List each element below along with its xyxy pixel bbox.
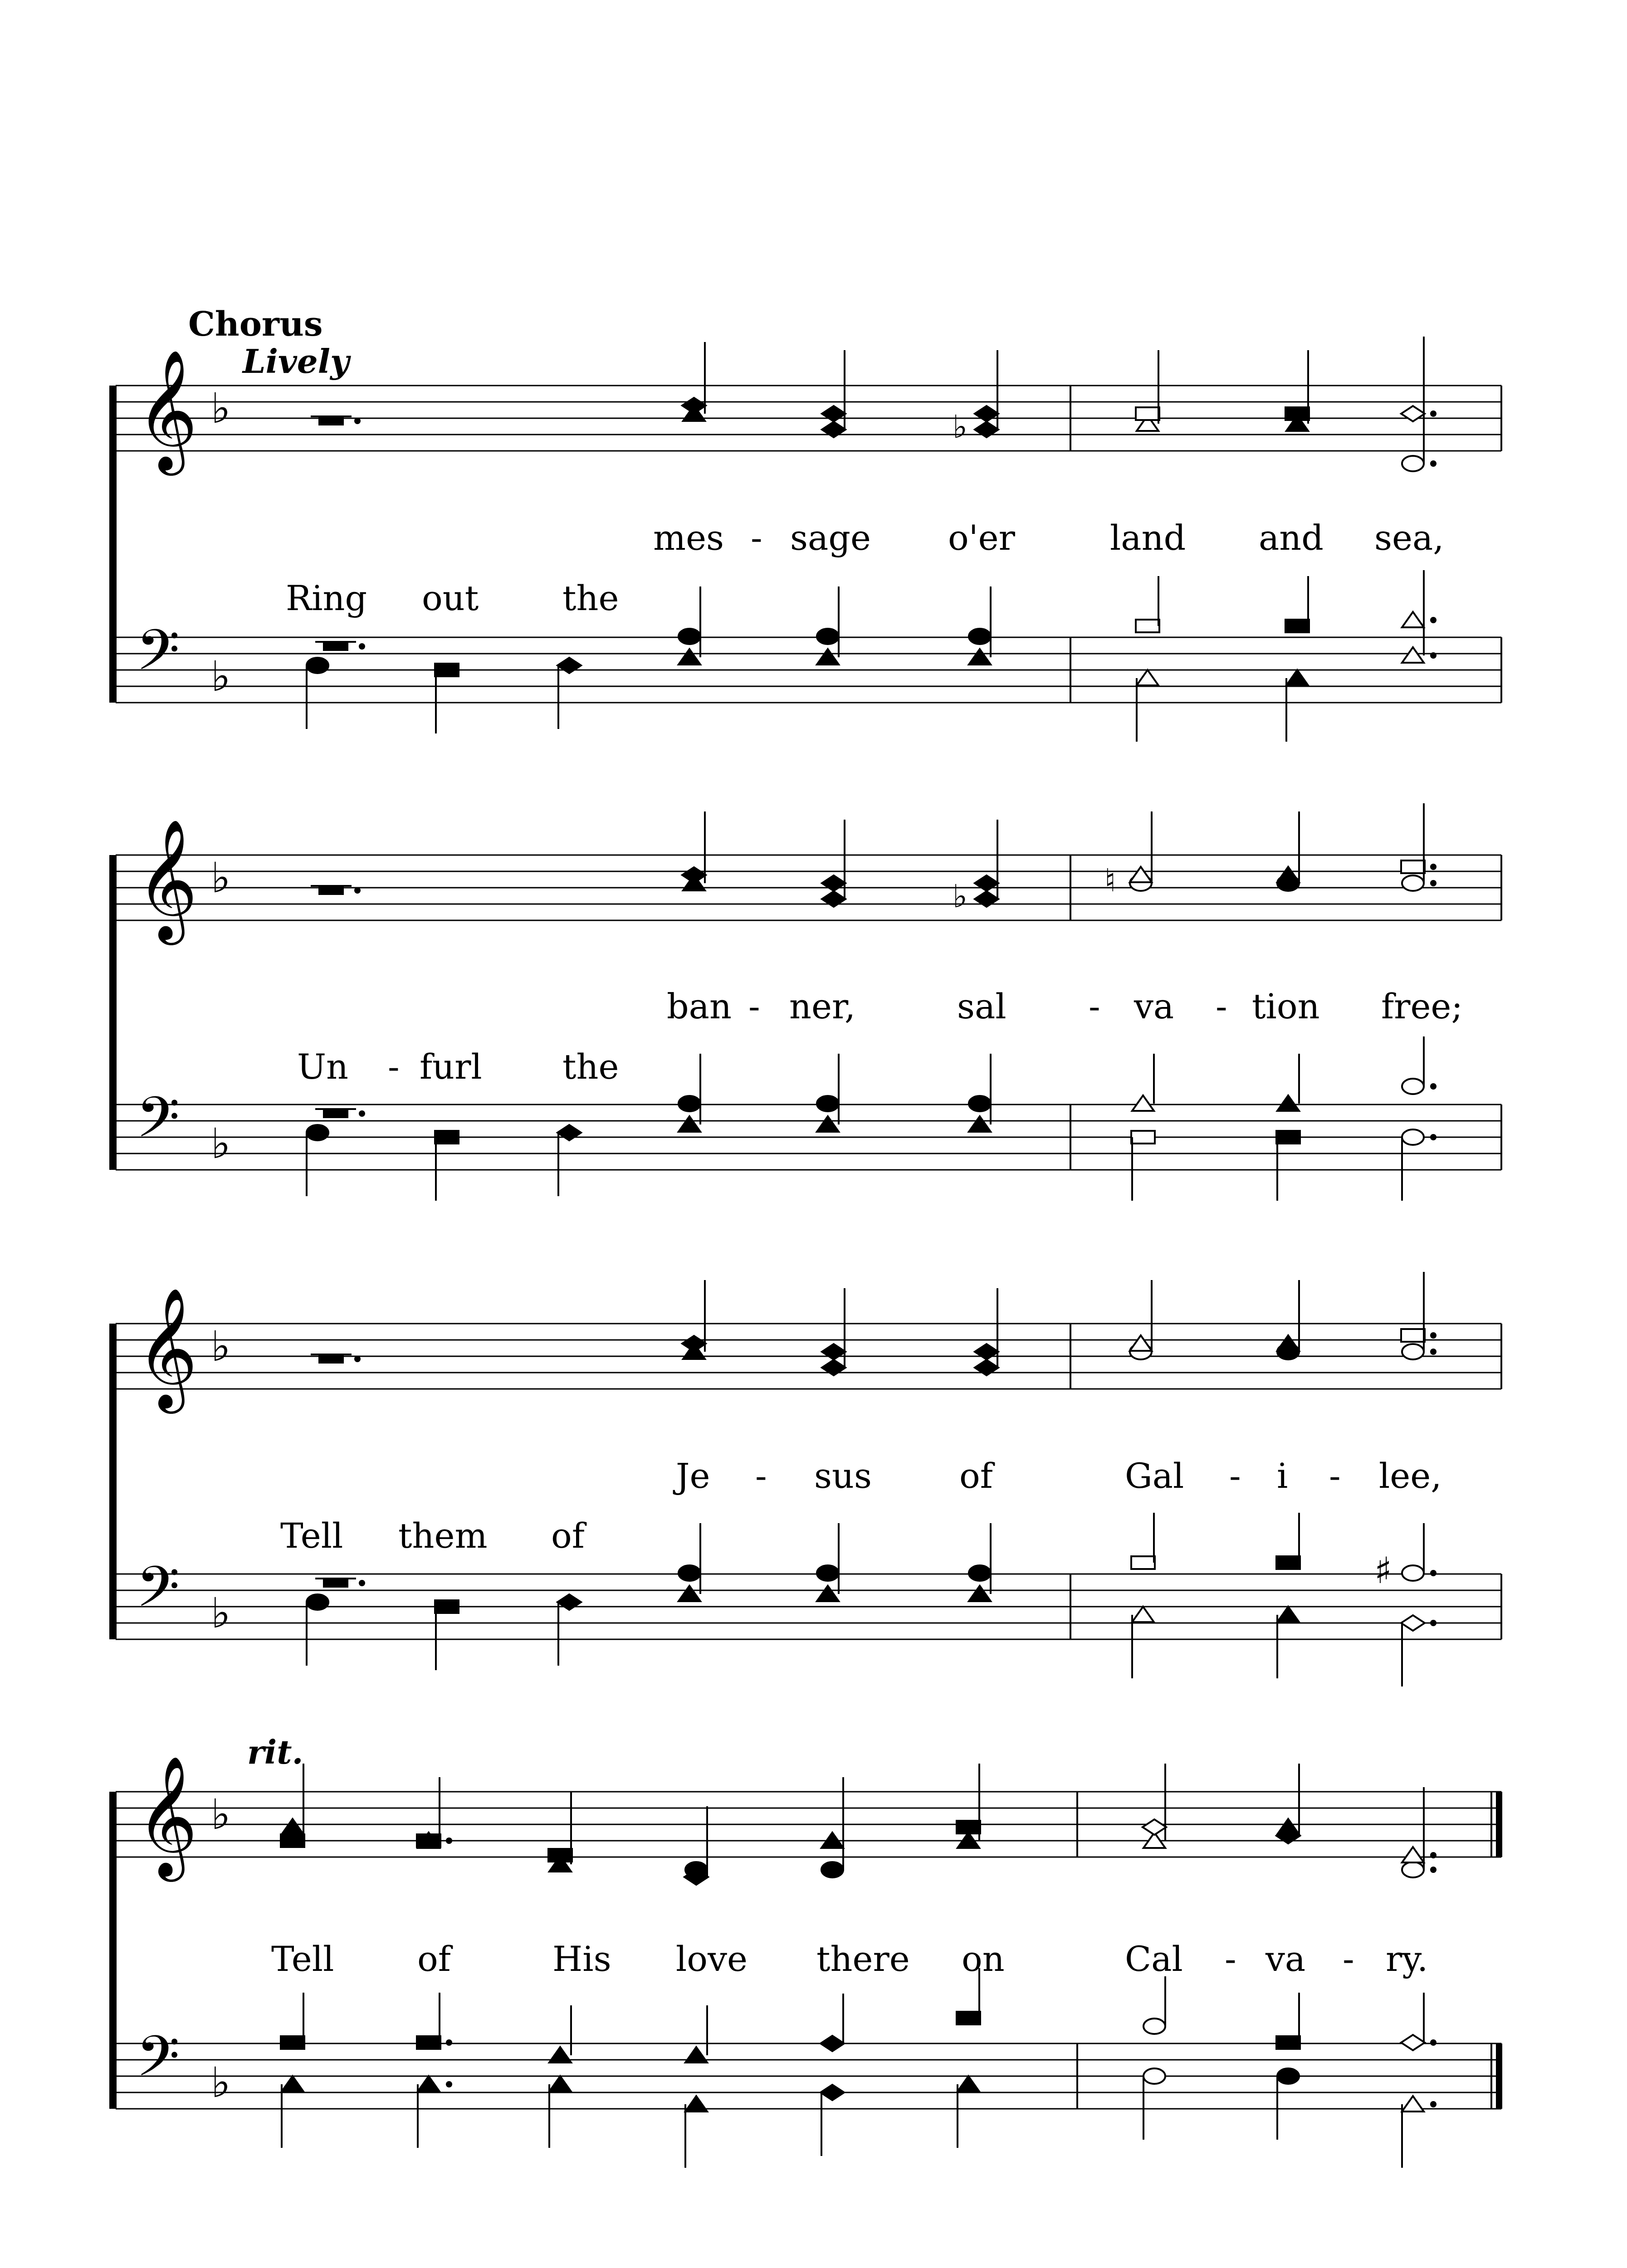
- system-2-upper-lyrics: [667, 986, 1463, 1026]
- treble-clef-icon: 𝄞: [136, 349, 198, 470]
- note-head: [1401, 860, 1425, 873]
- note-head: [435, 664, 459, 676]
- note-head: [685, 2096, 707, 2112]
- lyric-syllable: sus: [814, 1456, 872, 1496]
- bass-chord: [821, 1994, 844, 2156]
- augmentation-dot: [1430, 1570, 1436, 1576]
- bass-chord: [435, 1131, 459, 1201]
- final-barline-thick: [1496, 1792, 1502, 1857]
- treble-chord: [957, 1764, 980, 1848]
- flat-icon: ♭: [953, 408, 968, 445]
- lyric-hyphen: -: [1089, 986, 1100, 1026]
- treble-clef-icon: 𝄞: [136, 1287, 198, 1408]
- note-head: [1143, 2019, 1165, 2034]
- treble-chord: [1130, 1280, 1152, 1359]
- treble-chord: [1285, 350, 1309, 431]
- note-head: [1402, 612, 1424, 627]
- treble-chord: [822, 1288, 845, 1375]
- lyric-hyphen: -: [1216, 986, 1227, 1026]
- lyric-syllable: tion: [1252, 986, 1320, 1026]
- note-head: [821, 1862, 843, 1877]
- final-barline-thick: [1496, 2043, 1502, 2109]
- lyric-syllable: va: [1134, 986, 1174, 1026]
- note-head: [281, 1834, 304, 1847]
- treble-chord: [417, 1777, 452, 1848]
- rest-block: [323, 1109, 348, 1118]
- lyric-hyphen: -: [1343, 1939, 1354, 1979]
- bass-chord: [969, 587, 991, 665]
- bass-chord: [1131, 1054, 1155, 1201]
- system-3-lower-lyrics: [280, 1515, 587, 1556]
- rest-block: [318, 416, 344, 425]
- lyric-syllable: Un: [297, 1046, 348, 1087]
- treble-clef-icon: 𝄞: [136, 819, 198, 940]
- note-head: [1401, 406, 1425, 421]
- bass-chord: [679, 1523, 700, 1601]
- note-head: [1402, 1862, 1424, 1877]
- whole-rest: [315, 642, 365, 651]
- lyric-syllable: lee,: [1379, 1456, 1442, 1496]
- bass-chord: [1276, 1513, 1300, 1678]
- note-head: [969, 1586, 991, 1601]
- flat-icon: ♭: [211, 854, 231, 902]
- bass-chord: [557, 1594, 581, 1666]
- augmentation-dot: [1430, 411, 1436, 417]
- note-head: [679, 1116, 700, 1132]
- bass-chord: [1131, 1513, 1155, 1678]
- note-head: [975, 1344, 998, 1359]
- augmentation-dot: [1430, 1083, 1436, 1090]
- note-head: [1131, 1556, 1155, 1569]
- note-head: [1277, 1335, 1299, 1351]
- augmentation-dot: [446, 2039, 452, 2046]
- lyric-syllable: on: [962, 1939, 1005, 1979]
- note-head: [969, 629, 991, 644]
- rit-marking: rit.: [247, 1733, 303, 1771]
- note-head: [1401, 1329, 1425, 1342]
- note-head: [1276, 2036, 1300, 2049]
- bass-chord: [817, 1523, 839, 1601]
- rest-block: [323, 642, 348, 651]
- note-head: [1132, 1095, 1154, 1111]
- treble-chord: [822, 820, 845, 907]
- treble-chord: [822, 350, 845, 437]
- flat-icon: ♭: [211, 1322, 231, 1371]
- bass-chord: [679, 587, 700, 665]
- lyric-syllable: the: [562, 1046, 619, 1087]
- note-head: [281, 2036, 304, 2049]
- note-head: [1402, 1565, 1424, 1581]
- lyric-syllable: Ring: [286, 578, 367, 618]
- note-head: [307, 1594, 328, 1610]
- augmentation-dot: [1430, 1867, 1436, 1873]
- note-head: [557, 1125, 581, 1140]
- augmentation-dot: [1430, 2039, 1436, 2046]
- bass-chord: [957, 1968, 980, 2148]
- lyric-hyphen: -: [1229, 1456, 1241, 1496]
- note-head: [307, 1125, 328, 1140]
- note-head: [1402, 875, 1424, 891]
- bass-clef-icon: 𝄢: [136, 618, 180, 697]
- bass-chord: [307, 658, 328, 729]
- note-head: [1277, 1607, 1299, 1622]
- augmentation-dot: [1430, 1332, 1436, 1339]
- note-head: [435, 1131, 459, 1144]
- note-head: [679, 629, 700, 644]
- note-head: [1136, 620, 1159, 632]
- chorus-label: Chorus: [188, 305, 323, 344]
- note-head: [817, 1116, 839, 1132]
- treble-chord: [975, 350, 998, 437]
- bass-chord: [435, 1600, 459, 1670]
- bass-chord: [1402, 570, 1436, 663]
- bass-chord: [969, 1054, 991, 1132]
- note-head: [1277, 1819, 1299, 1834]
- augmentation-dot: [1430, 864, 1436, 870]
- system-4: [109, 1755, 1502, 2109]
- note-head: [822, 1344, 845, 1359]
- note-head: [417, 2036, 440, 2049]
- note-head: [1285, 407, 1309, 420]
- flat-icon: ♭: [211, 1790, 231, 1839]
- lyric-syllable: Tell: [271, 1939, 334, 1979]
- note-head: [679, 1565, 700, 1581]
- lyric-syllable: sage: [790, 518, 871, 558]
- lyric-syllable: i: [1277, 1456, 1288, 1496]
- note-head: [817, 1096, 839, 1111]
- note-head: [1132, 1607, 1154, 1622]
- treble-chord: [682, 811, 706, 890]
- augmentation-dot: [359, 643, 365, 650]
- lyric-syllable: land: [1110, 518, 1186, 558]
- note-head: [1402, 2096, 1424, 2112]
- augmentation-dot: [446, 1838, 452, 1844]
- system-bracket: [109, 386, 116, 703]
- note-head: [679, 1096, 700, 1111]
- lyric-syllable: of: [417, 1939, 451, 1979]
- note-head: [685, 2047, 707, 2063]
- system-1-lower-lyrics: [286, 578, 619, 618]
- augmentation-dot: [1430, 1852, 1436, 1858]
- augmentation-dot: [1430, 1620, 1436, 1626]
- note-head: [1285, 620, 1309, 632]
- note-head: [549, 2047, 571, 2063]
- system-4-upper-lyrics: [271, 1939, 1428, 1979]
- lyric-syllable: sal: [957, 986, 1006, 1026]
- flat-icon: ♭: [211, 2058, 231, 2107]
- note-head: [549, 2076, 571, 2092]
- note-head: [417, 1834, 440, 1847]
- note-head: [557, 1594, 581, 1610]
- lyric-hyphen: -: [388, 1046, 400, 1087]
- bass-chord: [435, 664, 459, 733]
- note-head: [1402, 647, 1424, 663]
- lyric-syllable: out: [422, 578, 479, 618]
- augmentation-dot: [1430, 2101, 1436, 2107]
- note-head: [1402, 456, 1424, 471]
- bass-chord: [1401, 1523, 1436, 1686]
- note-head: [969, 1096, 991, 1111]
- treble-chord: [1276, 1764, 1300, 1843]
- note-head: [1402, 1344, 1424, 1359]
- lyric-hyphen: -: [751, 518, 762, 558]
- bass-chord: [557, 658, 581, 729]
- note-head: [958, 2076, 979, 2092]
- lyric-syllable: o'er: [948, 518, 1015, 558]
- lyric-syllable: sea,: [1374, 518, 1444, 558]
- whole-rest: [315, 1109, 365, 1118]
- bass-chord: [281, 1993, 304, 2148]
- treble-clef-icon: 𝄞: [136, 1755, 198, 1877]
- flat-icon: ♭: [211, 384, 231, 433]
- lyric-hyphen: -: [1225, 1939, 1236, 1979]
- note-head: [975, 875, 998, 891]
- note-head: [418, 2076, 440, 2092]
- bass-chord: [417, 1993, 452, 2148]
- note-head: [969, 1116, 991, 1132]
- note-head: [679, 649, 700, 665]
- treble-chord: [1401, 803, 1436, 891]
- lyric-syllable: love: [676, 1939, 748, 1979]
- note-head: [1277, 1095, 1299, 1111]
- tempo-marking: Lively: [243, 342, 349, 381]
- treble-chord: [1402, 1787, 1436, 1877]
- lyric-syllable: Tell: [280, 1515, 343, 1556]
- lyric-syllable: them: [398, 1515, 488, 1556]
- note-head: [817, 1565, 839, 1581]
- augmentation-dot: [359, 1580, 365, 1586]
- whole-rest: [315, 1579, 365, 1588]
- note-head: [821, 2036, 844, 2051]
- system-3-upper-lyrics: [673, 1456, 1441, 1496]
- lyric-syllable: His: [552, 1939, 611, 1979]
- lyric-syllable: and: [1259, 518, 1324, 558]
- note-head: [1402, 1129, 1424, 1145]
- treble-chord: [1130, 811, 1152, 891]
- augmentation-dot: [1430, 652, 1436, 659]
- augmentation-dot: [446, 2081, 452, 2087]
- bass-chord: [1276, 1054, 1300, 1201]
- bass-chord: [685, 2005, 707, 2168]
- note-head: [682, 398, 706, 413]
- note-head: [817, 629, 839, 644]
- augmentation-dot: [1430, 1134, 1436, 1140]
- note-head: [822, 875, 845, 891]
- bass-chord: [1143, 1976, 1165, 2140]
- bass-chord: [1285, 576, 1309, 742]
- note-head: [1276, 1556, 1300, 1569]
- system-1-upper-lyrics: [653, 518, 1444, 558]
- augmentation-dot: [1430, 460, 1436, 467]
- treble-chord: [975, 820, 998, 907]
- note-head: [435, 1600, 459, 1613]
- treble-chord: [682, 1280, 706, 1359]
- system-2-lower-lyrics: [297, 1046, 619, 1087]
- note-head: [557, 658, 581, 673]
- treble-chord: [281, 1764, 304, 1847]
- bass-chord: [1402, 1036, 1436, 1201]
- treble-chord: [684, 1806, 708, 1885]
- rest-block: [318, 886, 344, 895]
- note-head: [1143, 1819, 1166, 1835]
- note-head: [679, 1586, 700, 1601]
- rest-block: [318, 1354, 344, 1364]
- note-head: [969, 1565, 991, 1581]
- note-head: [1130, 867, 1152, 882]
- note-head: [822, 406, 845, 421]
- lyric-syllable: there: [816, 1939, 910, 1979]
- note-head: [1143, 2068, 1165, 2084]
- bass-chord: [1276, 1993, 1300, 2140]
- note-head: [682, 867, 706, 883]
- note-head: [1401, 2035, 1425, 2050]
- rest-block: [323, 1579, 348, 1588]
- note-head: [682, 1336, 706, 1351]
- lyric-syllable: of: [551, 1515, 585, 1556]
- lyric-syllable: the: [562, 578, 619, 618]
- treble-chord: [1277, 811, 1299, 891]
- lyric-syllable: of: [959, 1456, 993, 1496]
- lyric-syllable: Je: [676, 1456, 710, 1496]
- bass-chord: [679, 1054, 700, 1132]
- note-head: [817, 649, 839, 665]
- bass-chord: [307, 1594, 328, 1666]
- bass-chord: [307, 1125, 328, 1196]
- treble-chord: [975, 1288, 998, 1375]
- bass-chord: [557, 1125, 581, 1196]
- note-head: [1276, 1131, 1300, 1144]
- note-head: [282, 1819, 303, 1834]
- lyric-syllable: mes: [653, 518, 724, 558]
- bass-clef-icon: 𝄢: [136, 1554, 180, 1633]
- sharp-icon: ♯: [1374, 1549, 1392, 1592]
- lyric-syllable: furl: [420, 1046, 482, 1087]
- augmentation-dot: [1430, 1349, 1436, 1355]
- note-head: [957, 1821, 980, 1833]
- lyric-syllable: va: [1265, 1939, 1306, 1979]
- lyric-syllable: ner,: [789, 986, 856, 1026]
- augmentation-dot: [354, 1356, 361, 1362]
- note-head: [1136, 407, 1159, 420]
- bass-clef-icon: 𝄢: [136, 1085, 180, 1164]
- note-head: [282, 2076, 303, 2092]
- lyric-hyphen: -: [1329, 1456, 1341, 1496]
- lyric-syllable: free;: [1381, 986, 1463, 1026]
- lyric-syllable: ban: [667, 986, 732, 1026]
- bass-chord: [1401, 1993, 1436, 2168]
- bass-chord: [1136, 576, 1159, 742]
- bass-chord: [817, 587, 839, 665]
- flat-icon: ♭: [953, 878, 968, 915]
- augmentation-dot: [1430, 617, 1436, 623]
- note-head: [969, 649, 991, 665]
- system-bracket: [109, 1324, 116, 1639]
- treble-chord: [1277, 1280, 1299, 1359]
- note-head: [1402, 1079, 1424, 1094]
- note-head: [1277, 867, 1299, 882]
- note-head: [957, 2012, 980, 2024]
- lyric-hyphen: -: [748, 986, 760, 1026]
- augmentation-dot: [1430, 880, 1436, 886]
- bass-chord: [817, 1054, 839, 1132]
- lyric-syllable: Gal: [1125, 1456, 1184, 1496]
- bass-chord: [969, 1523, 991, 1601]
- system-bracket: [109, 1792, 116, 2109]
- augmentation-dot: [359, 1110, 365, 1117]
- note-head: [821, 2085, 844, 2100]
- note-head: [1131, 1131, 1155, 1144]
- note-head: [307, 658, 328, 673]
- treble-chord: [682, 342, 706, 421]
- augmentation-dot: [354, 418, 361, 424]
- flat-icon: ♭: [211, 1589, 231, 1637]
- note-head: [817, 1586, 839, 1601]
- bass-clef-icon: 𝄢: [136, 2024, 180, 2103]
- lyric-syllable: Cal: [1125, 1939, 1183, 1979]
- note-head: [1277, 2068, 1299, 2084]
- note-head: [975, 406, 998, 421]
- augmentation-dot: [354, 887, 361, 894]
- lyric-hyphen: -: [755, 1456, 767, 1496]
- natural-icon: ♮: [1104, 862, 1116, 899]
- flat-icon: ♭: [211, 652, 231, 701]
- treble-chord: [548, 1792, 572, 1872]
- treble-chord: [1136, 350, 1159, 431]
- treble-chord: [1143, 1764, 1166, 1848]
- treble-chord: [1401, 1272, 1436, 1359]
- note-head: [1402, 1847, 1424, 1862]
- lyric-syllable: ry.: [1386, 1939, 1428, 1979]
- note-head: [1137, 670, 1158, 685]
- note-head: [1401, 1615, 1425, 1631]
- note-head: [1286, 670, 1308, 685]
- flat-icon: ♭: [211, 1119, 231, 1168]
- note-head: [1130, 1335, 1152, 1351]
- system-bracket: [109, 855, 116, 1170]
